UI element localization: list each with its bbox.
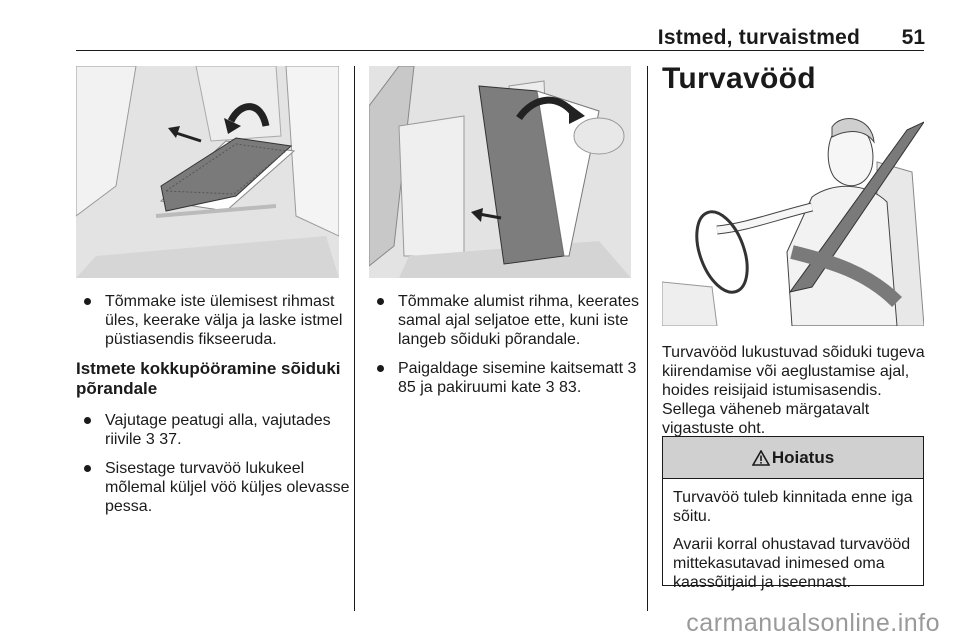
column-divider-2 — [647, 66, 648, 611]
seat-belt-illustration — [662, 112, 924, 326]
page-reference: 37 — [159, 431, 178, 448]
seat-belt-drawing — [662, 112, 924, 326]
intro-paragraph: Turvavööd lukustuvad sõiduki tugeva kiirendamise või aeglustamise ajal, hoides reisijaid istumisasendis. — [662, 344, 925, 399]
reference-arrow-icon: 3 — [627, 360, 637, 377]
warning-box — [662, 436, 924, 591]
warning-text: Turvavöö tuleb kinnitada enne iga sõitu. — [673, 489, 913, 525]
header-rule — [76, 50, 924, 51]
list-item: Sisestage turvavöö lukukeel mõlemal küljel vöö küljes olevasse pessa. — [76, 459, 352, 516]
list-item-text: Paigaldage sisemine kaitsematt — [398, 360, 624, 377]
list-item-text: ja pakiruumi kate — [420, 379, 542, 396]
seat-fold-down-illustration — [369, 66, 631, 278]
fold-up-steps — [76, 292, 352, 349]
seat-fold-up-drawing — [76, 66, 339, 278]
list-item-text: Vajutage peatugi alla, vajutades riivile — [105, 412, 331, 448]
subheading-fold-down: Istmete kokkupööramine sõiduki põrandale — [76, 359, 341, 398]
list-item: Paigaldage sisemine kaitsematt 3 85 ja pakiruumi kate 3 83. — [369, 359, 644, 397]
column-1-text — [76, 292, 352, 526]
list-item: Vajutage peatugi alla, vajutades riivile 3 37. — [76, 411, 352, 449]
list-item: Tõmmake iste ülemisest rihmast üles, keerake välja ja laske istmel püstiasendis fikseeruda. — [76, 292, 352, 349]
section-heading: Turvavööd — [662, 62, 816, 95]
column-3-text — [662, 343, 928, 438]
seat-fold-down-drawing — [369, 66, 631, 278]
seat-fold-up-illustration — [76, 66, 339, 278]
warning-title: Hoiatus — [771, 447, 835, 467]
column-divider-1 — [354, 66, 355, 611]
intro-paragraph-2: Sellega väheneb märgatavalt vigastuste oht. — [662, 401, 870, 437]
page-number: 51 — [901, 26, 925, 49]
watermark: carmanualsonline.info — [686, 609, 940, 637]
column-2-text — [369, 292, 644, 407]
fold-down-steps — [76, 411, 352, 516]
warning-header — [663, 437, 923, 479]
page-reference: 83 — [559, 379, 577, 396]
reference-arrow-icon: 3 — [145, 431, 155, 448]
warning-body — [663, 479, 923, 592]
running-header-title: Istmed, turvaistmed — [657, 26, 860, 49]
list-item: Tõmmake alumist rihma, keerates samal ajal seljatoe ette, kuni iste langeb sõiduki põrandale. — [369, 292, 644, 349]
warning-text: Avarii korral ohustavad turvavööd mittekasutavad inimesed oma kaassõitjaid ja iseennast. — [673, 536, 911, 591]
reference-arrow-icon: 3 — [545, 379, 555, 396]
warning-triangle-icon — [752, 450, 770, 466]
page-reference: 85 — [398, 379, 416, 396]
fold-down-continued-steps — [369, 292, 644, 397]
